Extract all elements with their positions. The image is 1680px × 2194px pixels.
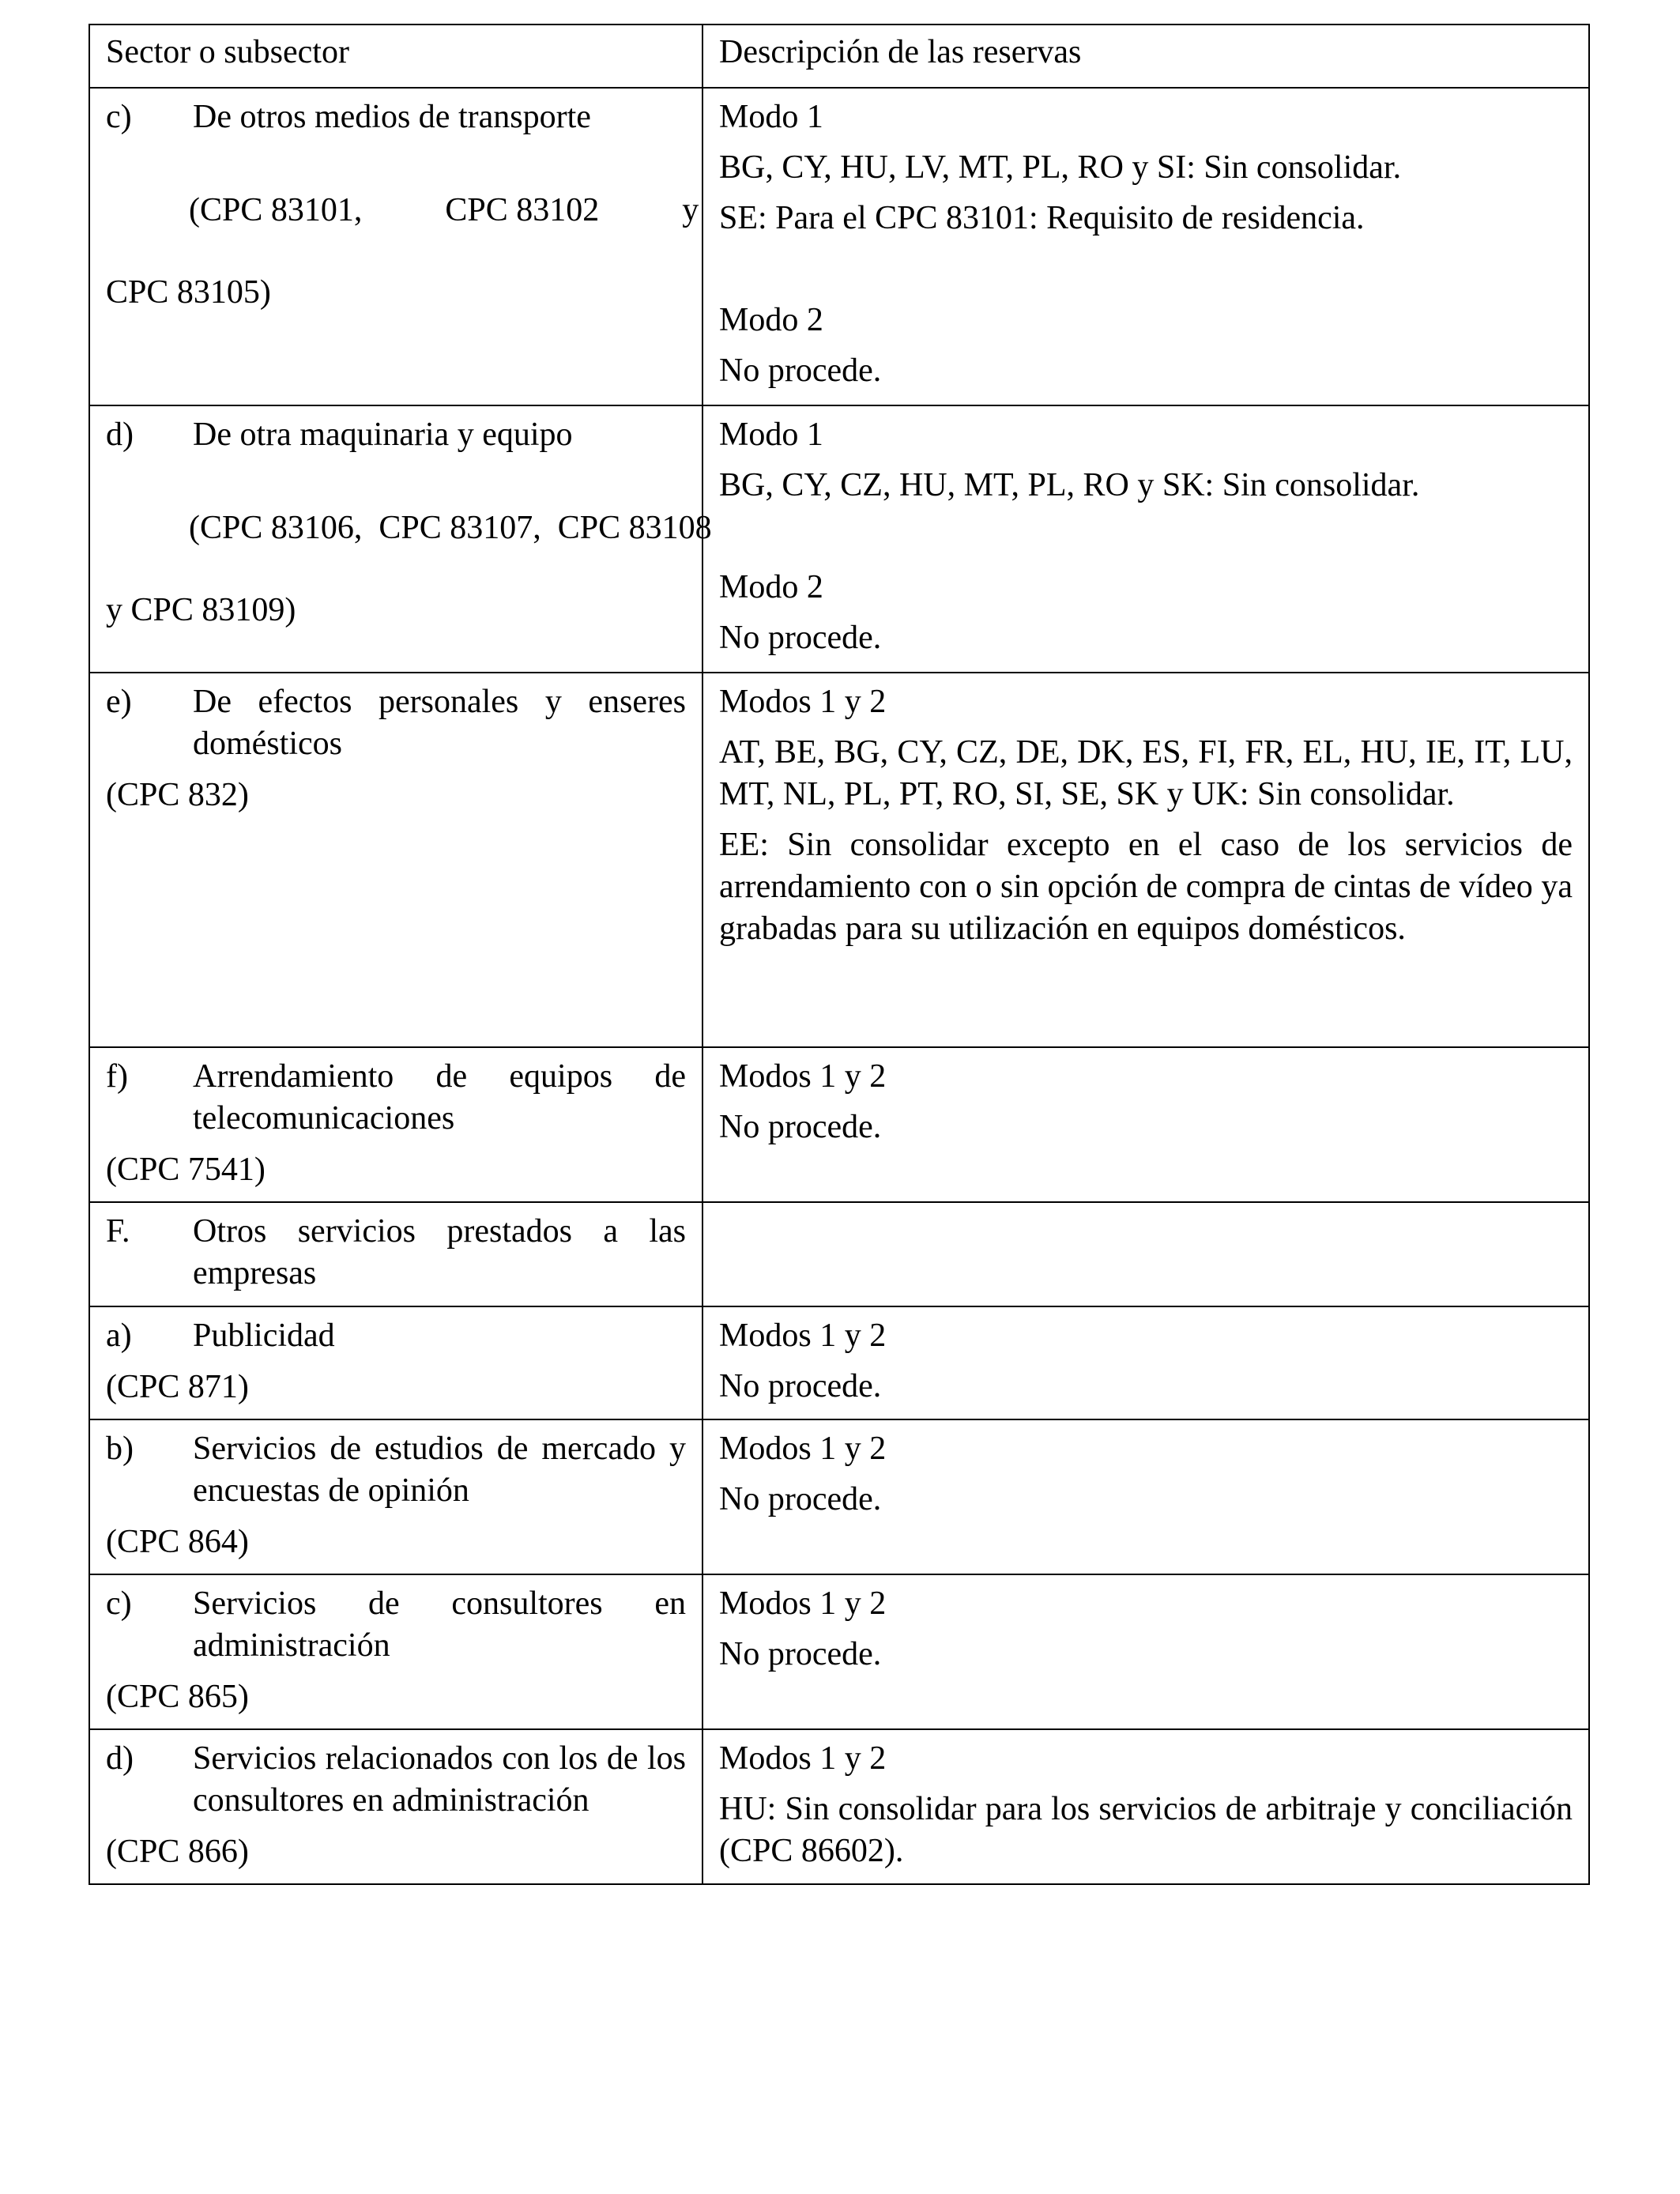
sector-cell bbox=[89, 88, 703, 405]
sector-cell bbox=[89, 673, 703, 1047]
cpc-codes: (CPC 7541) bbox=[106, 1152, 266, 1188]
table-row bbox=[89, 1729, 1589, 1884]
description-cell bbox=[703, 1419, 1589, 1574]
mode-heading: Modos 1 y 2 bbox=[719, 1058, 887, 1095]
sector-entry bbox=[106, 414, 686, 456]
sector-cell bbox=[89, 1729, 703, 1884]
sector-cell bbox=[89, 405, 712, 673]
reservation-text: HU: Sin consolidar para los servicios de arbitraje y conciliación (CPC 86602). bbox=[719, 1791, 1573, 1869]
sector-entry bbox=[106, 96, 686, 138]
cpc-codes: (CPC 865) bbox=[106, 1679, 249, 1715]
sector-cell bbox=[89, 1202, 703, 1306]
description-cell bbox=[703, 1202, 1589, 1306]
item-label: f) bbox=[106, 1058, 128, 1095]
description-cell bbox=[703, 1047, 1589, 1202]
mode-heading: Modo 2 bbox=[719, 302, 823, 338]
description-cell bbox=[703, 673, 1589, 1047]
sector-cell bbox=[89, 1047, 703, 1202]
table-row bbox=[89, 1574, 1589, 1729]
mode-heading: Modo 1 bbox=[719, 99, 823, 135]
description-cell bbox=[703, 88, 1589, 405]
mode-heading: Modo 1 bbox=[719, 417, 823, 453]
table-row bbox=[89, 1202, 1589, 1306]
item-label: F. bbox=[106, 1213, 130, 1250]
sector-cell bbox=[89, 1306, 703, 1419]
sector-title: De efectos personales y enseres domésticos bbox=[193, 684, 686, 762]
cpc-codes bbox=[106, 148, 699, 273]
reservation-text: BG, CY, HU, LV, MT, PL, RO y SI: Sin consolidar. bbox=[719, 149, 1402, 186]
cpc-codes-line: (CPC 83106, CPC 83107, CPC 83108 bbox=[189, 510, 712, 546]
reservation-text: No procede. bbox=[719, 1636, 882, 1672]
reservation-text: BG, CY, CZ, HU, MT, PL, RO y SK: Sin consolidar. bbox=[719, 467, 1420, 503]
table-row bbox=[89, 405, 1589, 673]
sector-entry bbox=[106, 1056, 686, 1140]
header-cell-sector bbox=[89, 25, 703, 88]
item-label: e) bbox=[106, 684, 132, 720]
cpc-codes: (CPC 871) bbox=[106, 1369, 249, 1405]
sector-title: Publicidad bbox=[193, 1318, 335, 1354]
table-row bbox=[89, 1047, 1589, 1202]
cpc-codes: (CPC 832) bbox=[106, 777, 249, 813]
cpc-codes: (CPC 864) bbox=[106, 1524, 249, 1560]
reservation-text: No procede. bbox=[719, 1368, 882, 1404]
sector-entry bbox=[106, 1428, 686, 1512]
cpc-codes bbox=[106, 466, 712, 591]
header-cell-description bbox=[703, 25, 1589, 88]
description-cell bbox=[703, 1729, 1589, 1884]
reservation-text: No procede. bbox=[719, 1481, 882, 1517]
reservation-text: No procede. bbox=[719, 352, 882, 389]
sector-title: Otros servicios prestados a las empresas bbox=[193, 1213, 686, 1291]
cpc-codes-continued bbox=[106, 590, 686, 631]
header-description-label: Descripción de las reservas bbox=[719, 34, 1082, 70]
sector-entry bbox=[106, 1583, 686, 1667]
sector-title: De otra maquinaria y equipo bbox=[193, 417, 573, 453]
sector-title: Servicios de consultores en administración bbox=[193, 1585, 686, 1664]
reservations-table bbox=[89, 24, 1590, 1885]
cpc-codes-continued bbox=[106, 272, 686, 314]
sector-title: Servicios de estudios de mercado y encuestas de opinión bbox=[193, 1431, 686, 1509]
description-cell bbox=[703, 405, 1589, 673]
item-label: a) bbox=[106, 1318, 132, 1354]
table-row bbox=[89, 1306, 1589, 1419]
cpc-codes-line: CPC 83105) bbox=[106, 274, 271, 311]
item-label: d) bbox=[106, 417, 134, 453]
description-cell bbox=[703, 1574, 1589, 1729]
cpc-codes: (CPC 866) bbox=[106, 1834, 249, 1870]
table-row bbox=[89, 673, 1589, 1047]
spacer bbox=[719, 239, 1573, 300]
cpc-codes-line: (CPC 83101, CPC 83102 y bbox=[189, 192, 699, 228]
sector-entry bbox=[106, 1738, 686, 1822]
header-sector-label: Sector o subsector bbox=[106, 34, 349, 70]
reservation-text: No procede. bbox=[719, 620, 882, 656]
mode-heading: Modo 2 bbox=[719, 569, 823, 605]
reservation-text: EE: Sin consolidar excepto en el caso de los servicios de arrendamiento con o sin opción de compra de cintas de vídeo ya grabadas para su utilización en equipos domésticos. bbox=[719, 827, 1573, 947]
sector-entry bbox=[106, 681, 686, 765]
mode-heading: Modos 1 y 2 bbox=[719, 1431, 887, 1467]
mode-heading: Modos 1 y 2 bbox=[719, 1318, 887, 1354]
sector-title: Arrendamiento de equipos de telecomunicaciones bbox=[193, 1058, 686, 1137]
table-row bbox=[89, 88, 1589, 405]
description-cell bbox=[703, 1306, 1589, 1419]
reservation-text: SE: Para el CPC 83101: Requisito de residencia. bbox=[719, 200, 1365, 236]
item-label: c) bbox=[106, 1585, 132, 1622]
sector-cell bbox=[89, 1574, 703, 1729]
sector-title: Servicios relacionados con los de los consultores en administración bbox=[193, 1740, 686, 1819]
reservation-text: AT, BE, BG, CY, CZ, DE, DK, ES, FI, FR, EL, HU, IE, IT, LU, MT, NL, PL, PT, RO, SI, SE, SK y UK: Sin consolidar. bbox=[719, 734, 1573, 812]
sector-entry bbox=[106, 1315, 686, 1357]
table-header-row bbox=[89, 25, 1589, 88]
mode-heading: Modos 1 y 2 bbox=[719, 1585, 887, 1622]
spacer bbox=[719, 507, 1573, 567]
mode-heading: Modos 1 y 2 bbox=[719, 684, 887, 720]
table-row bbox=[89, 1419, 1589, 1574]
item-label: c) bbox=[106, 99, 132, 135]
mode-heading: Modos 1 y 2 bbox=[719, 1740, 887, 1777]
cpc-codes-line: y CPC 83109) bbox=[106, 592, 296, 628]
sector-cell bbox=[89, 1419, 703, 1574]
document-page bbox=[89, 24, 1588, 1885]
sector-title: De otros medios de transporte bbox=[193, 99, 591, 135]
item-label: d) bbox=[106, 1740, 134, 1777]
sector-entry bbox=[106, 1211, 686, 1295]
reservation-text: No procede. bbox=[719, 1109, 882, 1145]
item-label: b) bbox=[106, 1431, 134, 1467]
